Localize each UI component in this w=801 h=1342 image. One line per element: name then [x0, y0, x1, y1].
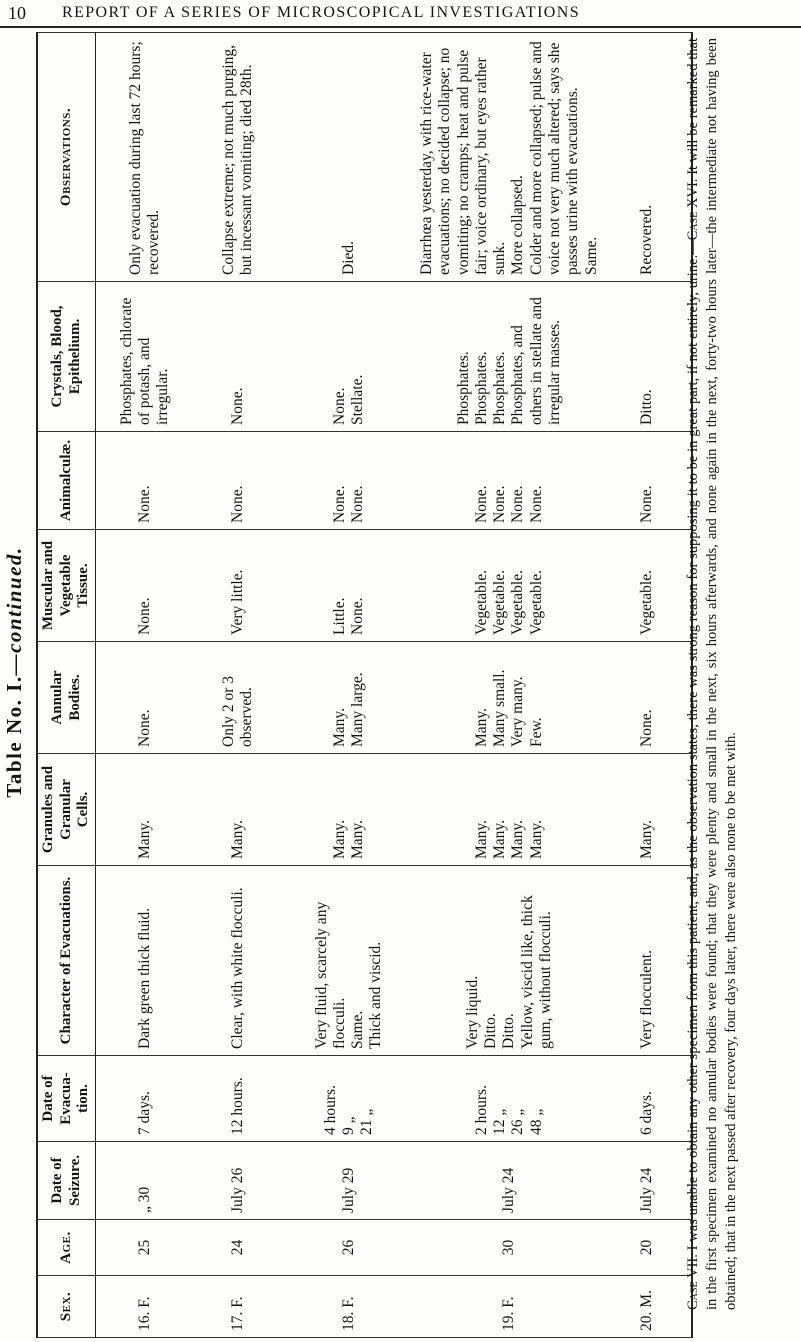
- footnote-case2-label: Case XVI.: [685, 178, 701, 241]
- cell-animalculae: [282, 432, 416, 530]
- cell-line: Little.: [330, 597, 348, 635]
- cell-seizure: July 29: [282, 1142, 416, 1220]
- cell-line: Vegetable.: [491, 570, 509, 635]
- cell-granules: [416, 754, 603, 866]
- cell-observations: [603, 33, 692, 282]
- footnote-text: I was unable to obtain any other specimen from this patient, and, as the observation states, there was strong reason for supposing it to be in great part, if not entirely, urine.: [685, 254, 701, 1251]
- col-header-age: Age.: [37, 1220, 96, 1276]
- table-caption: [0, 32, 28, 1312]
- cell-line: None.: [509, 485, 527, 523]
- cell-character: [282, 866, 416, 1056]
- cell-line: Many.: [349, 819, 367, 859]
- cell-age: 30: [416, 1220, 603, 1276]
- cell-observations: [194, 33, 282, 282]
- cell-line: 12 „: [491, 1108, 509, 1135]
- cell-line: 4 hours.: [321, 1085, 339, 1135]
- col-header-date-of-seizure: Date of Seizure.: [37, 1142, 96, 1220]
- cell-line: Vegetable.: [472, 570, 490, 635]
- cell-line: Phosphates, and others in stellate and irregular masses.: [509, 297, 564, 425]
- col-header-date-of-evacuation: Date of Evacua-tion.: [37, 1056, 96, 1142]
- cell-line: Very fluid, scarcely any flocculi.: [312, 901, 348, 1049]
- cell-seizure: July 26: [194, 1142, 282, 1220]
- cell-line: Many.: [491, 819, 509, 859]
- cell-line: None.: [349, 485, 367, 523]
- cell-tissue: [194, 530, 282, 642]
- cell-character: [603, 866, 692, 1056]
- cell-animalculae: [96, 432, 195, 530]
- cell-tissue: [603, 530, 692, 642]
- cell-line: Many.: [509, 819, 527, 859]
- cell-character: [194, 866, 282, 1056]
- cell-line: Phosphates.: [472, 351, 490, 425]
- cell-sex: 17. F.: [194, 1276, 282, 1338]
- footnote-case-label: Case VII.: [685, 1254, 701, 1310]
- cell-line: Recovered.: [637, 204, 655, 275]
- cell-line: 12 hours.: [228, 1077, 246, 1135]
- cell-character: [416, 866, 603, 1056]
- cell-line: Only 2 or 3 observed.: [219, 675, 256, 747]
- cell-crystals: [194, 282, 282, 432]
- cell-sex: 18. F.: [282, 1276, 416, 1338]
- cell-line: Many.: [527, 819, 545, 859]
- cell-sex: 16. F.: [96, 1276, 195, 1338]
- cell-line: Many.: [472, 707, 490, 747]
- cell-line: None.: [330, 387, 348, 425]
- col-header-animalculae: Animalculæ.: [37, 432, 96, 530]
- cell-line: Many large.: [349, 672, 367, 747]
- cell-line: Few.: [527, 717, 545, 747]
- cell-age: 25: [96, 1220, 195, 1276]
- cell-line: Many.: [135, 819, 153, 859]
- table-row: [96, 33, 195, 1338]
- cell-line: Very little.: [228, 569, 246, 635]
- cell-granules: [603, 754, 692, 866]
- cell-line: Same.: [582, 236, 600, 275]
- table-row: [282, 33, 416, 1338]
- cell-line: Vegetable.: [637, 570, 655, 635]
- cell-line: Stellate.: [349, 374, 367, 425]
- cell-evacuation: [96, 1056, 195, 1142]
- cell-line: Many.: [330, 819, 348, 859]
- cell-line: Ditto.: [637, 389, 655, 425]
- cell-line: Very flocculent.: [637, 950, 655, 1049]
- cell-annular: [96, 642, 195, 754]
- cell-line: Many.: [472, 819, 490, 859]
- cell-age: 26: [282, 1220, 416, 1276]
- col-header-annular-bodies: Annular Bodies.: [37, 642, 96, 754]
- col-header-crystals: Crystals, Blood, Epithelium.: [37, 282, 96, 432]
- cell-line: Only evacuation during last 72 hours; recovered.: [126, 41, 163, 275]
- cell-line: None.: [228, 387, 246, 425]
- cell-annular: [416, 642, 603, 754]
- cell-observations: [96, 33, 195, 282]
- cell-tissue: [416, 530, 603, 642]
- cell-sex: 20. M.: [603, 1276, 692, 1338]
- cell-line: None.: [637, 709, 655, 747]
- cell-line: Phosphates.: [454, 351, 472, 425]
- cell-crystals: [282, 282, 416, 432]
- cell-line: None.: [135, 485, 153, 523]
- footnote-text-2: It will be remarked that in the first specimen examined no annular bodies were found; that they were plenty and small in the next, six hours afterwards, and none again in the next, forty-two hours later—the intermediate not having been obtained; that in the next passed after recovery, four days later, there were also none to be met with.: [685, 37, 739, 1310]
- cell-line: None.: [527, 485, 545, 523]
- cell-evacuation: [416, 1056, 603, 1142]
- cell-annular: [603, 642, 692, 754]
- cell-crystals: [603, 282, 692, 432]
- cell-age: 24: [194, 1220, 282, 1276]
- table-row: [603, 33, 692, 1338]
- cell-animalculae: [416, 432, 603, 530]
- cell-line: Dark green thick fluid.: [135, 907, 153, 1049]
- cell-line: Ditto.: [482, 1013, 500, 1049]
- cell-line: 6 days.: [637, 1091, 655, 1135]
- cell-line: Died.: [339, 240, 357, 275]
- cell-line: Thick and viscid.: [367, 941, 385, 1049]
- cell-seizure: „ 30: [96, 1142, 195, 1220]
- cell-evacuation: [282, 1056, 416, 1142]
- cell-line: Vegetable.: [509, 570, 527, 635]
- cell-evacuation: [603, 1056, 692, 1142]
- cell-line: Colder and more collapsed; pulse and voice not very much altered; says she passes urine with evacuations.: [527, 41, 582, 275]
- table-row: [416, 33, 603, 1338]
- cell-seizure: July 24: [603, 1142, 692, 1220]
- cell-line: 7 days.: [135, 1091, 153, 1135]
- cell-line: None.: [135, 709, 153, 747]
- cell-line: None.: [637, 485, 655, 523]
- cell-line: Many.: [330, 707, 348, 747]
- cell-animalculae: [603, 432, 692, 530]
- table-header-row: [37, 33, 96, 1338]
- cell-granules: [96, 754, 195, 866]
- rotated-table-area: [0, 28, 778, 1340]
- cell-observations: [282, 33, 416, 282]
- col-header-granules: Granules and Granular Cells.: [37, 754, 96, 866]
- cell-crystals: [96, 282, 195, 432]
- cell-observations: [416, 33, 603, 282]
- cell-tissue: [96, 530, 195, 642]
- cell-line: 2 hours.: [472, 1085, 490, 1135]
- cell-character: [96, 866, 195, 1056]
- cell-evacuation: [194, 1056, 282, 1142]
- cell-line: 21 „: [358, 1108, 376, 1135]
- cell-line: None.: [472, 485, 490, 523]
- cell-line: Many small.: [491, 669, 509, 747]
- cell-line: Diarrhœa yesterday, with rice-water evacuations; no decided collapse; no vomiting; no cramps; heat and pulse fair; voice ordinary, but eyes rather sunk.: [418, 47, 509, 275]
- cell-line: More collapsed.: [509, 175, 527, 275]
- col-header-character-of-evacuations: Character of Evacuations.: [37, 866, 96, 1056]
- table-caption-continued: —continued.: [2, 546, 26, 676]
- page-number: 10: [8, 3, 26, 23]
- cell-granules: [194, 754, 282, 866]
- page-header: [0, 0, 801, 28]
- cell-line: Many.: [228, 819, 246, 859]
- cell-line: None.: [491, 485, 509, 523]
- cell-line: Many.: [637, 819, 655, 859]
- col-header-observations: Observations.: [37, 33, 96, 282]
- cell-crystals: [416, 282, 603, 432]
- cell-line: None.: [349, 597, 367, 635]
- cell-line: Very many.: [509, 676, 527, 747]
- cell-line: None.: [228, 485, 246, 523]
- cell-granules: [282, 754, 416, 866]
- observations-table: [36, 32, 693, 1338]
- col-header-muscular-tissue: Muscular and Vegetable Tissue.: [37, 530, 96, 642]
- cell-line: 9 „: [339, 1116, 357, 1135]
- cell-line: Phosphates.: [491, 351, 509, 425]
- cell-animalculae: [194, 432, 282, 530]
- cell-annular: [282, 642, 416, 754]
- cell-line: Vegetable.: [527, 570, 545, 635]
- cell-annular: [194, 642, 282, 754]
- col-header-sex: Sex.: [37, 1276, 96, 1338]
- cell-line: 26 „: [509, 1108, 527, 1135]
- cell-line: Ditto.: [500, 1013, 518, 1049]
- cell-line: Yellow, viscid like, thick gum, without flocculi.: [518, 895, 554, 1049]
- cell-seizure: July 24: [416, 1142, 603, 1220]
- cell-line: None.: [135, 597, 153, 635]
- running-title: REPORT OF A SERIES OF MICROSCOPICAL INVESTIGATIONS: [62, 4, 580, 21]
- footnote: Case VII. I was unable to obtain any other specimen from this patient, and, as the observation states, there was strong reason for supposing it to be in great part, if not entirely, urine.—Case XVI. It will be remarked that in the first specimen examined no annular bodies were found; that they were plenty and small in the next, six hours afterwards, and none again in the next, forty-two hours later—the intermediate not having been obtained; that in the next passed after recovery, four days later, there were also none to be met with.: [685, 37, 739, 1310]
- cell-line: Very liquid.: [463, 975, 481, 1049]
- table-row: [194, 33, 282, 1338]
- cell-line: Phosphates, chlorate of potash, and irregular.: [117, 297, 172, 425]
- cell-tissue: [282, 530, 416, 642]
- cell-line: 48 „: [527, 1108, 545, 1135]
- cell-line: Clear, with white flocculi.: [228, 887, 246, 1049]
- cell-line: Same.: [349, 1010, 367, 1049]
- cell-line: Collapse extreme; not much purging, but incessant vomiting; died 28th.: [219, 44, 256, 275]
- table-caption-label: Table No. I.: [2, 675, 26, 798]
- cell-sex: 19. F.: [416, 1276, 603, 1338]
- cell-age: 20: [603, 1220, 692, 1276]
- cell-line: None.: [330, 485, 348, 523]
